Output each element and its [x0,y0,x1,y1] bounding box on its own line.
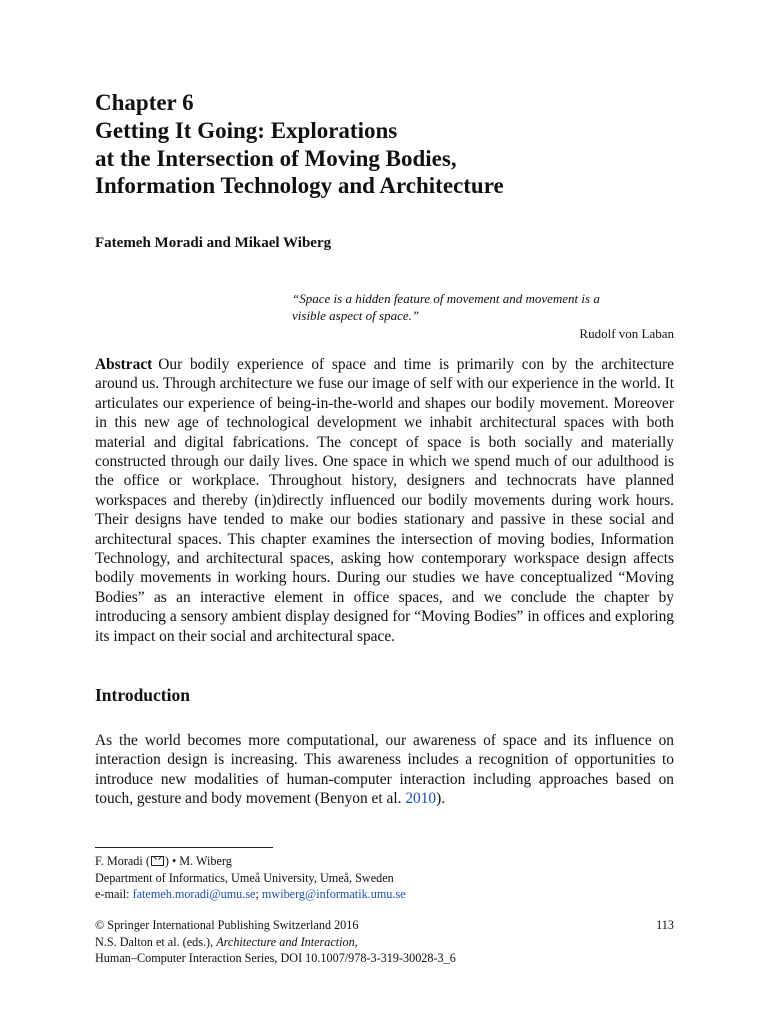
publication-imprint [95,917,674,967]
epigraph-author: Rudolf von Laban [579,326,674,341]
page-number: 113 [656,918,674,932]
epigraph-quote [292,290,674,324]
footnote-affiliation: Department of Informatics, Umeå University, Umeå, Sweden [95,870,394,885]
epigraph-quote-line: “Space is a hidden feature of movement and movement is a [292,291,600,306]
epigraph-quote-line: visible aspect of space.” [292,308,420,323]
introduction-heading: Introduction [95,685,190,705]
intro-text: As the world becomes more computational, our awareness of space and its influence on interaction design is increasing. This awareness includes a recognition of opportunities to introduce new modalities of human-computer interaction including approaches based on touch, gesture and body movement (Benyon et al. [95,732,674,808]
authors: Fatemeh Moradi and Mikael Wiberg [95,235,332,251]
email-separator: ; [255,887,262,901]
chapter-title-line: at the Intersection of Moving Bodies, [95,145,457,171]
footnote-names [95,853,674,870]
footnote-emails [95,886,674,903]
series-doi-line: Human–Computer Interaction Series, DOI 10.1007/978-3-319-30028-3_6 [95,951,456,965]
citation-link[interactable]: 2010 [405,790,437,808]
footnote-names-suffix: ) • M. Wiberg [164,854,232,868]
email-label: e-mail: [95,887,133,901]
editors-suffix: , [354,934,358,949]
chapter-title [95,117,695,200]
chapter-label: Chapter 6 [95,90,194,115]
editors-line [95,934,674,951]
introduction-paragraph [95,731,674,809]
email-link-moradi[interactable]: fatemeh.moradi@umu.se [132,887,256,901]
email-link-wiberg[interactable]: mwiberg@informatik.umu.se [261,887,406,901]
abstract [95,355,674,646]
editors-prefix: N.S. Dalton et al. (eds.), [95,934,217,949]
abstract-text: Our bodily experience of space and time is primarily con by the architecture around us. Through architecture we fuse our image of self with our experience in the world. It articulates our experience of being-in-the-world and shapes our bodily movement. Moreover in this new age of technological development we inhabit architectural spaces with both material and digital fabrications. The concept of space is both socially and materially constructed through our daily lives. One space in which we spend much of our adulthood is the office or workplace. Throughout history, designers and technocrats have planned workspaces and thereby (in)directly influenced our bodily movements during work hours. Their designs have tended to make our bodies stationary and passive in these social and architectural spaces. This chapter examines the intersection of moving bodies, Information Technology, and architectural spaces, asking how contemporary workspace design affects bodily movements in working hours. During our studies we have conceptualized “Moving Bodies” as an interactive element in office spaces, and we conclude the chapter by introducing a sensory ambient display designed for “Moving Bodies” in offices and exploring its impact on their social and architectural space. [95,356,674,645]
epigraph [292,290,674,342]
chapter-title-line: Information Technology and Architecture [95,173,504,198]
abstract-label: Abstract [95,356,153,373]
author-footnote [95,853,674,903]
chapter-title-line: Getting It Going: Explorations [95,118,398,143]
footnote-names-prefix: F. Moradi ( [95,854,150,868]
copyright-line: © Springer International Publishing Switzerland 2016 [95,918,359,932]
intro-text-end: ). [436,790,446,808]
envelope-icon [151,856,164,866]
footnote-divider [95,847,273,848]
book-title: Architecture and Interaction [216,934,355,949]
